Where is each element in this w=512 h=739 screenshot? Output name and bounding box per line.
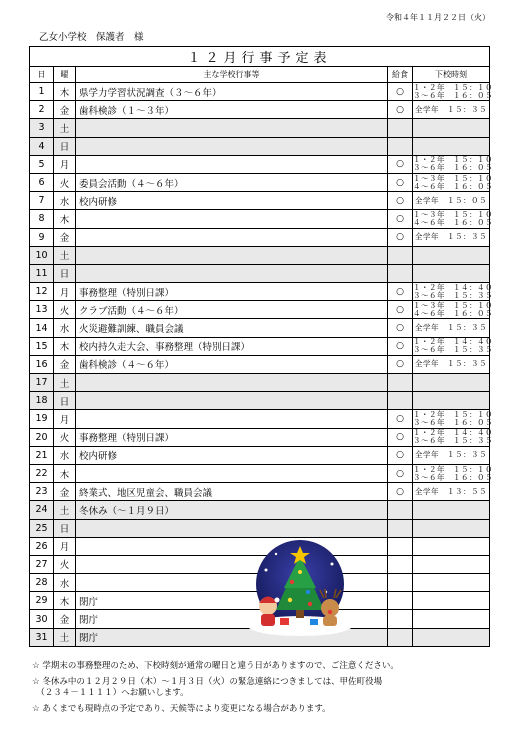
schedule-row	[30, 428, 490, 446]
dismissal-cell: 全学年 １５：３５	[413, 228, 490, 246]
weekday-cell: 土	[54, 119, 76, 137]
dismissal-cell	[413, 592, 490, 610]
weekday-cell: 土	[54, 246, 76, 264]
lunch-cell: ○	[388, 301, 413, 319]
dismissal-cell	[413, 137, 490, 155]
col-header-day: 日	[30, 67, 54, 83]
day-cell: 29	[30, 592, 54, 610]
dismissal-cell: 全学年 １５：０５	[413, 192, 490, 210]
lunch-cell: ○	[388, 283, 413, 301]
weekday-cell: 月	[54, 537, 76, 555]
day-cell: 5	[30, 155, 54, 173]
col-header-dismissal: 下校時刻	[413, 67, 490, 83]
event-cell	[76, 119, 388, 137]
weekday-cell: 月	[54, 410, 76, 428]
dismissal-cell	[413, 628, 490, 646]
event-cell	[76, 392, 388, 410]
lunch-cell	[388, 628, 413, 646]
schedule-row	[30, 228, 490, 246]
weekday-cell: 土	[54, 628, 76, 646]
weekday-cell: 木	[54, 337, 76, 355]
dismissal-cell: 全学年 １５：３５	[413, 319, 490, 337]
lunch-cell: ○	[388, 410, 413, 428]
lunch-cell: ○	[388, 337, 413, 355]
snowflake	[331, 563, 334, 566]
event-cell: 校内研修	[76, 446, 388, 464]
dismissal-cell	[413, 555, 490, 573]
dismissal-cell	[413, 392, 490, 410]
weekday-cell: 土	[54, 501, 76, 519]
schedule-row	[30, 519, 490, 537]
schedule-row	[30, 210, 490, 228]
schedule-row	[30, 83, 490, 101]
weekday-cell: 水	[54, 319, 76, 337]
weekday-cell: 日	[54, 264, 76, 282]
schedule-row	[30, 173, 490, 191]
schedule-row	[30, 464, 490, 482]
weekday-cell: 土	[54, 374, 76, 392]
note-item: ☆ あくまでも現時点の予定であり、天候等により変更になる場合があります。	[32, 704, 331, 714]
event-cell	[76, 155, 388, 173]
event-cell	[76, 374, 388, 392]
day-cell: 3	[30, 119, 54, 137]
dismissal-cell	[413, 119, 490, 137]
lunch-cell: ○	[388, 319, 413, 337]
snowflake	[275, 553, 277, 555]
lunch-cell: ○	[388, 173, 413, 191]
weekday-cell: 水	[54, 192, 76, 210]
lunch-cell	[388, 592, 413, 610]
dismissal-cell: 全学年 １３：５５	[413, 483, 490, 501]
day-cell: 23	[30, 483, 54, 501]
event-cell: 火災避難訓練、職員会議	[76, 319, 388, 337]
dismissal-cell: １・２年 １５：１０ ３～６年 １６：０５	[413, 155, 493, 173]
schedule-row	[30, 192, 490, 210]
day-cell: 17	[30, 374, 54, 392]
ornament	[290, 580, 294, 584]
weekday-cell: 木	[54, 210, 76, 228]
weekday-cell: 月	[54, 155, 76, 173]
event-cell: 歯科検診（４～６年）	[76, 355, 388, 373]
col-header-events: 主な学校行事等	[76, 67, 388, 83]
day-cell: 26	[30, 537, 54, 555]
schedule-row	[30, 337, 490, 355]
day-cell: 14	[30, 319, 54, 337]
dismissal-cell	[413, 519, 490, 537]
weekday-cell: 水	[54, 446, 76, 464]
dismissal-cell: １・２年 １４：４０ ３～６年 １５：３５	[413, 337, 493, 355]
lunch-cell: ○	[388, 210, 413, 228]
day-cell: 19	[30, 410, 54, 428]
lunch-cell	[388, 264, 413, 282]
lunch-cell	[388, 555, 413, 573]
column-header-row	[30, 67, 490, 83]
schedule-row	[30, 301, 490, 319]
schedule-row	[30, 319, 490, 337]
dismissal-cell: 全学年 １５：３５	[413, 355, 490, 373]
day-cell: 27	[30, 555, 54, 573]
day-cell: 1	[30, 83, 54, 101]
weekday-cell: 日	[54, 137, 76, 155]
weekday-cell: 木	[54, 83, 76, 101]
weekday-cell: 金	[54, 101, 76, 119]
dismissal-cell	[413, 374, 490, 392]
tree-trunk	[296, 610, 304, 618]
weekday-cell: 水	[54, 574, 76, 592]
event-cell	[76, 264, 388, 282]
weekday-cell: 月	[54, 283, 76, 301]
schedule-row	[30, 283, 490, 301]
ornament	[298, 570, 302, 574]
lunch-cell: ○	[388, 83, 413, 101]
event-cell: 委員会活動（４～６年）	[76, 173, 388, 191]
schedule-row	[30, 119, 490, 137]
schedule-row	[30, 155, 490, 173]
lunch-cell: ○	[388, 446, 413, 464]
dismissal-cell	[413, 610, 490, 628]
ornament	[308, 602, 312, 606]
event-cell	[76, 464, 388, 482]
lunch-cell	[388, 137, 413, 155]
lunch-cell	[388, 574, 413, 592]
day-cell: 24	[30, 501, 54, 519]
weekday-cell: 火	[54, 428, 76, 446]
lunch-cell: ○	[388, 228, 413, 246]
day-cell: 30	[30, 610, 54, 628]
dismissal-cell: １～３年 １５：１０ ４～６年 １６：０５	[413, 300, 493, 318]
lunch-cell	[388, 519, 413, 537]
day-cell: 12	[30, 283, 54, 301]
day-cell: 22	[30, 464, 54, 482]
day-cell: 20	[30, 428, 54, 446]
day-cell: 8	[30, 210, 54, 228]
lunch-cell: ○	[388, 355, 413, 373]
dismissal-cell: １・２年 １５：１０ ３～６年 １６：０５	[413, 464, 493, 482]
day-cell: 28	[30, 574, 54, 592]
schedule-row	[30, 137, 490, 155]
schedule-row	[30, 501, 490, 519]
day-cell: 31	[30, 628, 54, 646]
event-cell: 閉庁	[76, 592, 388, 610]
event-cell: 校内研修	[76, 192, 388, 210]
day-cell: 10	[30, 246, 54, 264]
event-cell	[76, 228, 388, 246]
day-cell: 9	[30, 228, 54, 246]
event-cell: 閉庁	[76, 610, 388, 628]
lunch-cell: ○	[388, 101, 413, 119]
event-cell	[76, 246, 388, 264]
schedule-row	[30, 392, 490, 410]
event-cell	[76, 410, 388, 428]
note-item: ☆ 冬休み中の１２月２９日（木）～１月３日（火）の緊急連絡につきましては、甲佐町役場 （２３４－１１１１）へお願いします。	[32, 677, 383, 698]
event-cell	[76, 210, 388, 228]
lunch-cell: ○	[388, 428, 413, 446]
christmas-tree-illustration	[246, 540, 352, 638]
weekday-cell: 金	[54, 355, 76, 373]
dismissal-cell	[413, 501, 490, 519]
schedule-row	[30, 483, 490, 501]
dismissal-cell: １～３年 １５：１０ ４～６年 １６：０５	[413, 209, 493, 227]
dismissal-cell	[413, 574, 490, 592]
day-cell: 21	[30, 446, 54, 464]
day-cell: 7	[30, 192, 54, 210]
lunch-cell	[388, 246, 413, 264]
dismissal-cell: 全学年 １５：３５	[413, 101, 490, 119]
weekday-cell: 木	[54, 464, 76, 482]
dismissal-cell: １・２年 １４：４０ ３～６年 １５：３５	[413, 428, 493, 446]
col-header-weekday: 曜	[54, 67, 76, 83]
snowflake	[265, 569, 268, 572]
event-cell: 事務整理（特別日課）	[76, 428, 388, 446]
notes	[32, 661, 477, 720]
issue-date: 令和４年１１月２２日（火）	[386, 13, 490, 22]
gift-box	[310, 619, 318, 625]
ornament	[288, 598, 292, 602]
event-cell: 冬休み（～１月９日）	[76, 501, 388, 519]
schedule-row	[30, 410, 490, 428]
dismissal-cell	[413, 246, 490, 264]
dismissal-cell	[413, 537, 490, 555]
day-cell: 15	[30, 337, 54, 355]
lunch-cell: ○	[388, 155, 413, 173]
lunch-cell	[388, 374, 413, 392]
event-cell: 県学力学習状況調査（３～６年）	[76, 83, 388, 101]
gift-box	[280, 618, 289, 625]
lunch-cell	[388, 610, 413, 628]
day-cell: 11	[30, 264, 54, 282]
event-cell: 歯科検診（１～３年）	[76, 101, 388, 119]
dismissal-cell: １～３年 １５：１０ ４～６年 １６：０５	[413, 173, 493, 191]
event-cell	[76, 519, 388, 537]
weekday-cell: 火	[54, 555, 76, 573]
day-cell: 25	[30, 519, 54, 537]
dismissal-cell	[413, 264, 490, 282]
schedule-title: １２月行事予定表	[30, 47, 490, 67]
lunch-cell	[388, 119, 413, 137]
day-cell: 2	[30, 101, 54, 119]
lunch-cell	[388, 501, 413, 519]
day-cell: 16	[30, 355, 54, 373]
schedule-row	[30, 374, 490, 392]
event-cell	[76, 137, 388, 155]
schedule-row	[30, 101, 490, 119]
lunch-cell: ○	[388, 483, 413, 501]
lunch-cell: ○	[388, 464, 413, 482]
day-cell: 13	[30, 301, 54, 319]
weekday-cell: 日	[54, 519, 76, 537]
event-cell: クラブ活動（４～６年）	[76, 301, 388, 319]
weekday-cell: 木	[54, 592, 76, 610]
schedule-row	[30, 355, 490, 373]
dismissal-cell: 全学年 １５：３５	[413, 446, 490, 464]
day-cell: 6	[30, 173, 54, 191]
weekday-cell: 火	[54, 301, 76, 319]
schedule-row	[30, 264, 490, 282]
dismissal-cell: １・２年 １５：１０ ３～６年 １６：０５	[413, 82, 493, 100]
lunch-cell	[388, 537, 413, 555]
dismissal-cell: １・２年 １４：４０ ３～６年 １５：３５	[413, 282, 493, 300]
event-cell: 終業式、地区児童会、職員会議	[76, 483, 388, 501]
dismissal-cell: １・２年 １５：１０ ３～６年 １６：０５	[413, 409, 493, 427]
schedule-row	[30, 446, 490, 464]
addressee: 乙女小学校 保護者 様	[39, 32, 144, 43]
event-cell: 校内持久走大会、事務整理（特別日課）	[76, 337, 388, 355]
weekday-cell: 金	[54, 610, 76, 628]
weekday-cell: 火	[54, 173, 76, 191]
note-item: ☆ 学期末の事務整理のため、下校時刻が通常の曜日と違う日がありますので、ご注意ください。	[32, 661, 399, 671]
ornament	[306, 590, 310, 594]
lunch-cell	[388, 392, 413, 410]
col-header-lunch: 給食	[388, 67, 413, 83]
day-cell: 18	[30, 392, 54, 410]
schedule-row	[30, 246, 490, 264]
weekday-cell: 金	[54, 228, 76, 246]
event-cell: 事務整理（特別日課）	[76, 283, 388, 301]
weekday-cell: 日	[54, 392, 76, 410]
lunch-cell: ○	[388, 192, 413, 210]
weekday-cell: 金	[54, 483, 76, 501]
day-cell: 4	[30, 137, 54, 155]
event-cell: 閉庁	[76, 628, 388, 646]
